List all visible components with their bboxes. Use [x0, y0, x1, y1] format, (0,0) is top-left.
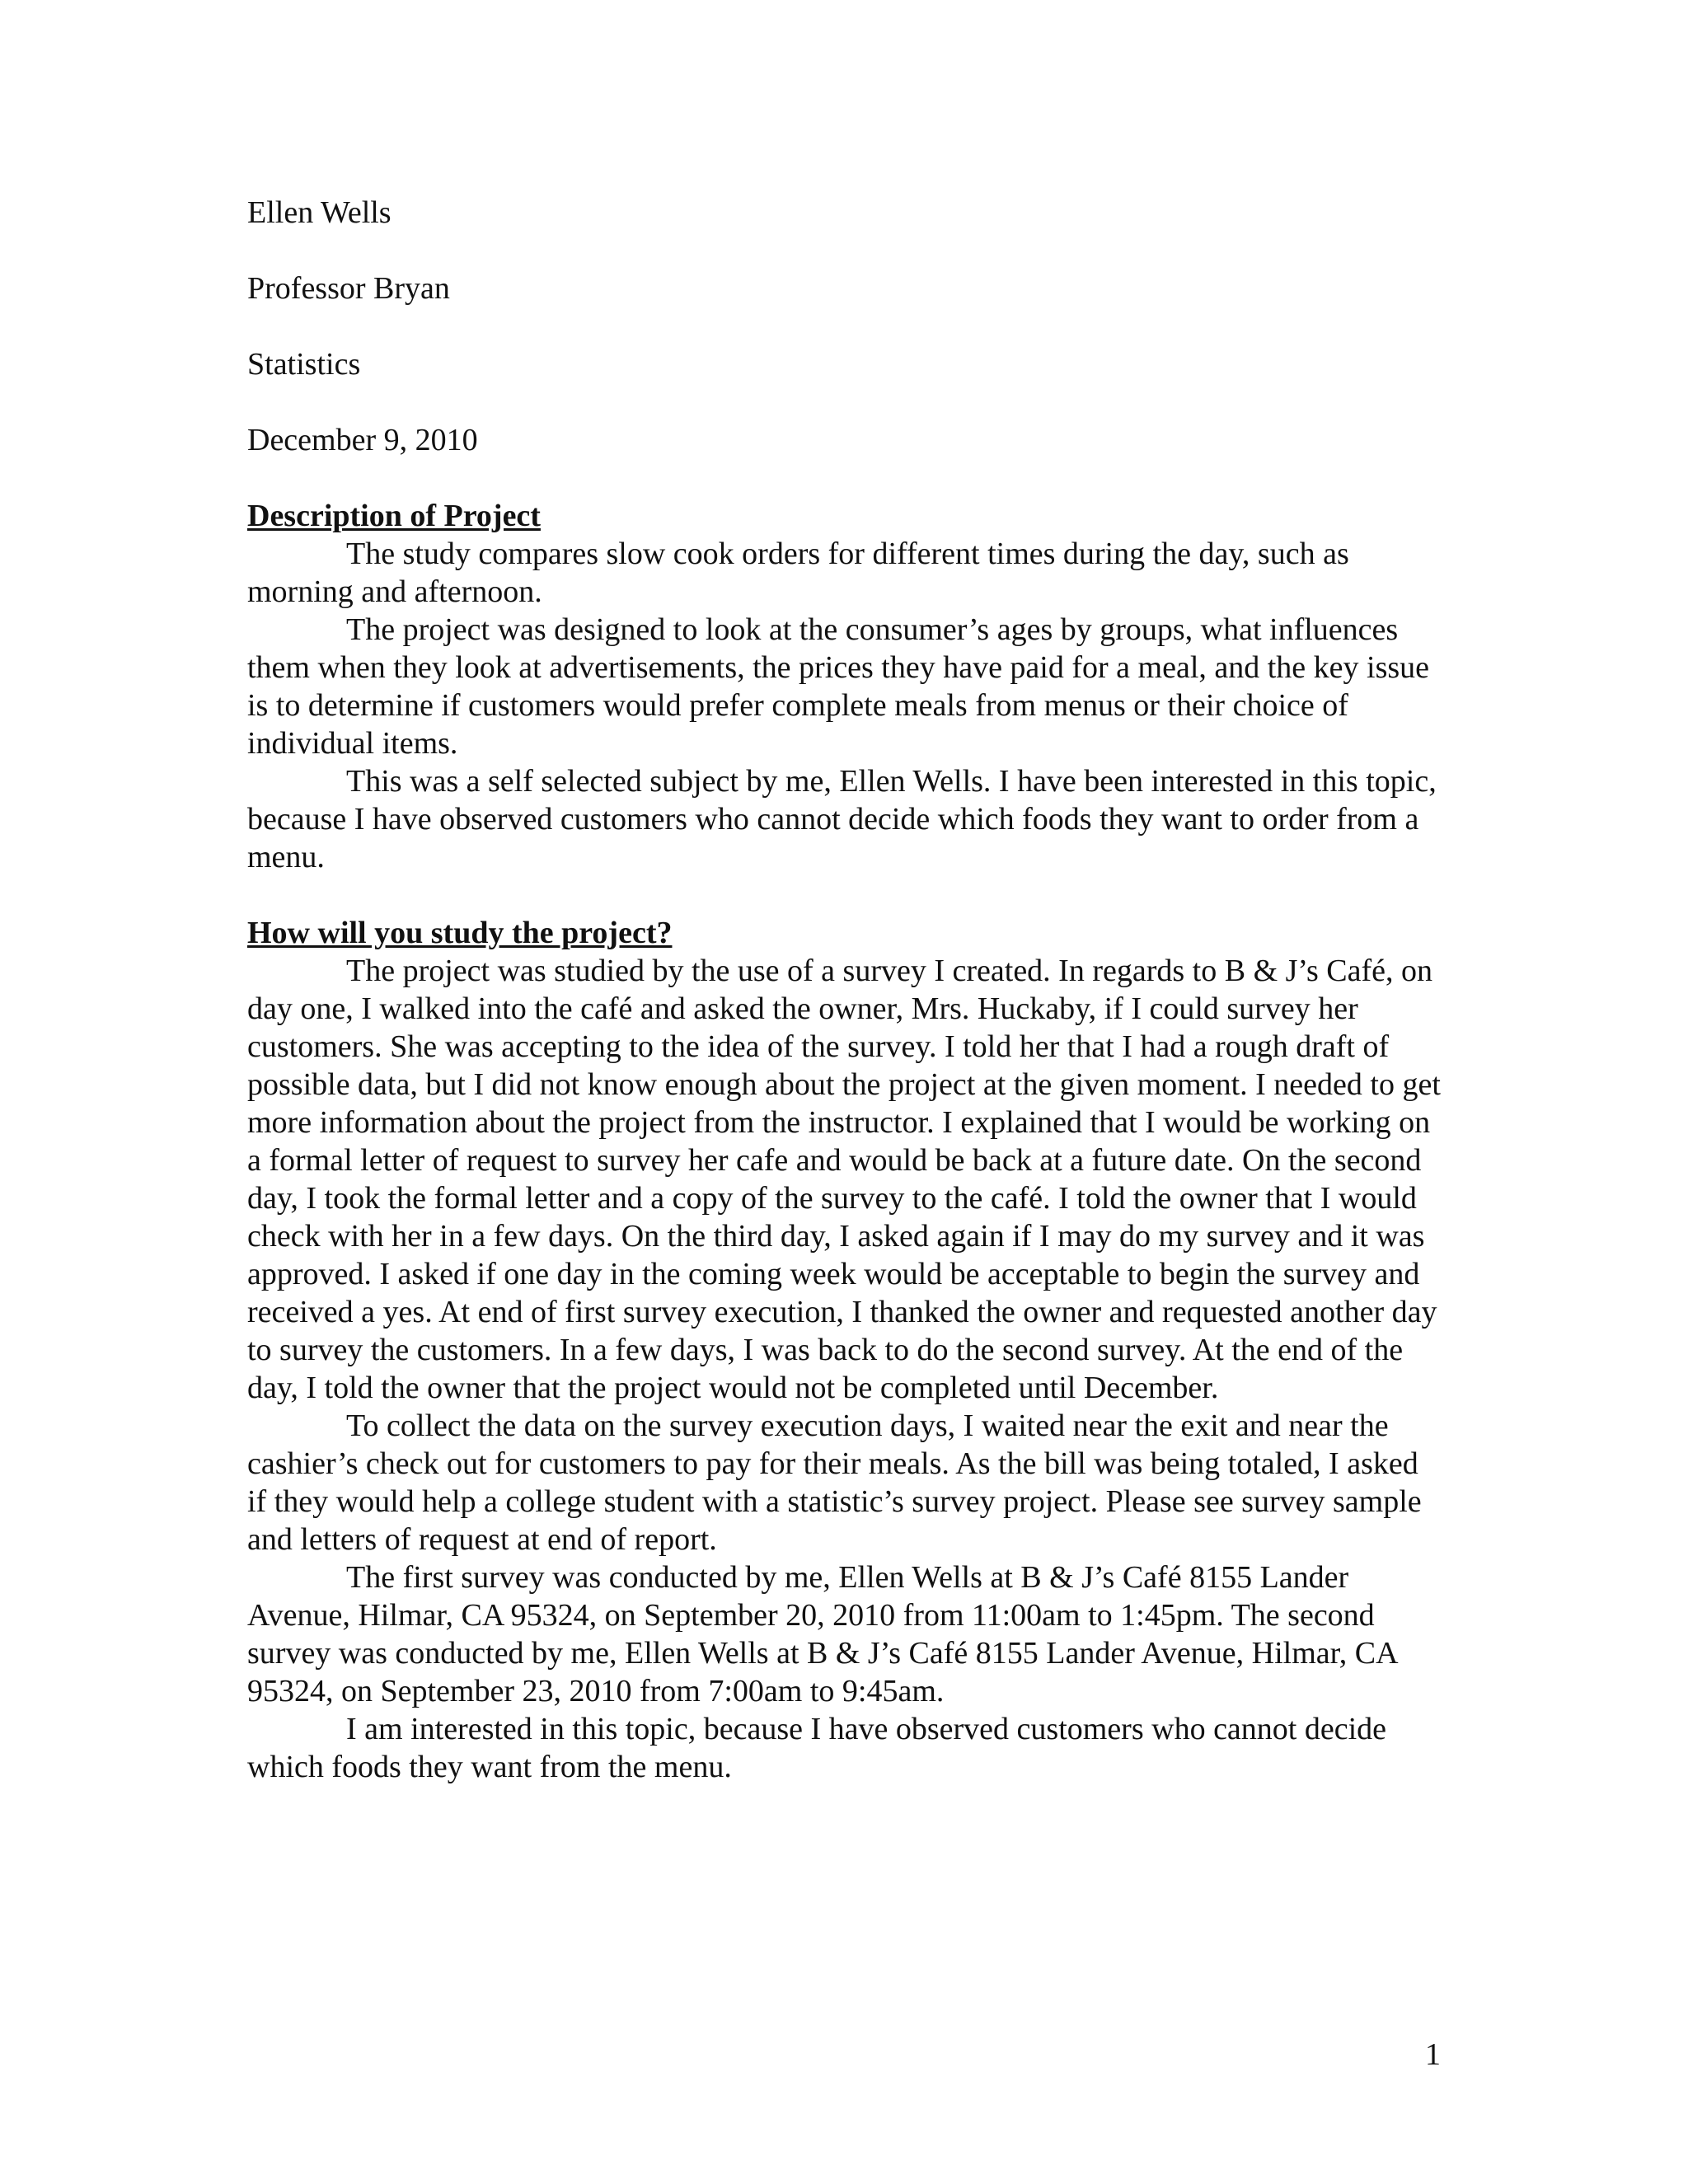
paragraph: The project was designed to look at the consumer’s ages by groups, what influences them when they look at advertisements, the prices they have paid for a meal, and the key issue is to determine if customers would prefer complete meals from menus or their choice of individual items. [247, 612, 1430, 761]
paragraph: To collect the data on the survey execution days, I waited near the exit and near the cashier’s check out for customers to pay for their meals. As the bill was being totaled, I asked if they would help a college student with a statistic’s survey project. Please see survey sample and letters of request at end of report. [247, 1408, 1422, 1557]
course-name: Statistics [247, 347, 361, 382]
paragraph: The study compares slow cook orders for different times during the day, such as morning and afternoon. [247, 537, 1349, 609]
author-name: Ellen Wells [247, 195, 392, 230]
section-spacer [247, 876, 1442, 914]
document-body [247, 194, 1442, 1786]
paragraph: The first survey was conducted by me, Ellen Wells at B & J’s Café 8155 Lander Avenue, Hilmar, CA 95324, on September 20, 2010 from 11:00am to 1:45pm. The second survey was conducted by me, Ellen Wells at B & J’s Café 8155 Lander Avenue, Hilmar, CA 95324, on September 23, 2010 from 7:00am to 9:45am. [247, 1560, 1397, 1708]
professor-name: Professor Bryan [247, 271, 450, 306]
section-heading-description: Description of Project [247, 499, 541, 533]
document-date: December 9, 2010 [247, 423, 478, 457]
section-heading-study-method: How will you study the project? [247, 916, 673, 950]
paragraph: I am interested in this topic, because I have observed customers who cannot decide which foods they want from the menu. [247, 1712, 1387, 1784]
paragraph: The project was studied by the use of a survey I created. In regards to B & J’s Café, on day one, I walked into the café and asked the owner, Mrs. Huckaby, if I could survey her customers. She was accepting to the idea of the survey. I told her that I had a rough draft of possible data, but I did not know enough about the project at the given moment. I needed to get more information about the project from the instructor. I explained that I would be working on a formal letter of request to survey her cafe and would be back at a future date. On the second day, I took the formal letter and a copy of the survey to the café. I told the owner that I would check with her in a few days. On the third day, I asked again if I may do my survey and it was approved. I asked if one day in the coming week would be acceptable to begin the survey and received a yes. At end of first survey execution, I thanked the owner and requested another day to survey the customers. In a few days, I was back to do the second survey. At the end of the day, I told the owner that the project would not be completed until December. [247, 954, 1441, 1405]
page-number: 1 [1425, 2037, 1441, 2072]
paragraph: This was a self selected subject by me, Ellen Wells. I have been interested in this topic, because I have observed customers who cannot decide which foods they want to order from a menu. [247, 764, 1437, 874]
